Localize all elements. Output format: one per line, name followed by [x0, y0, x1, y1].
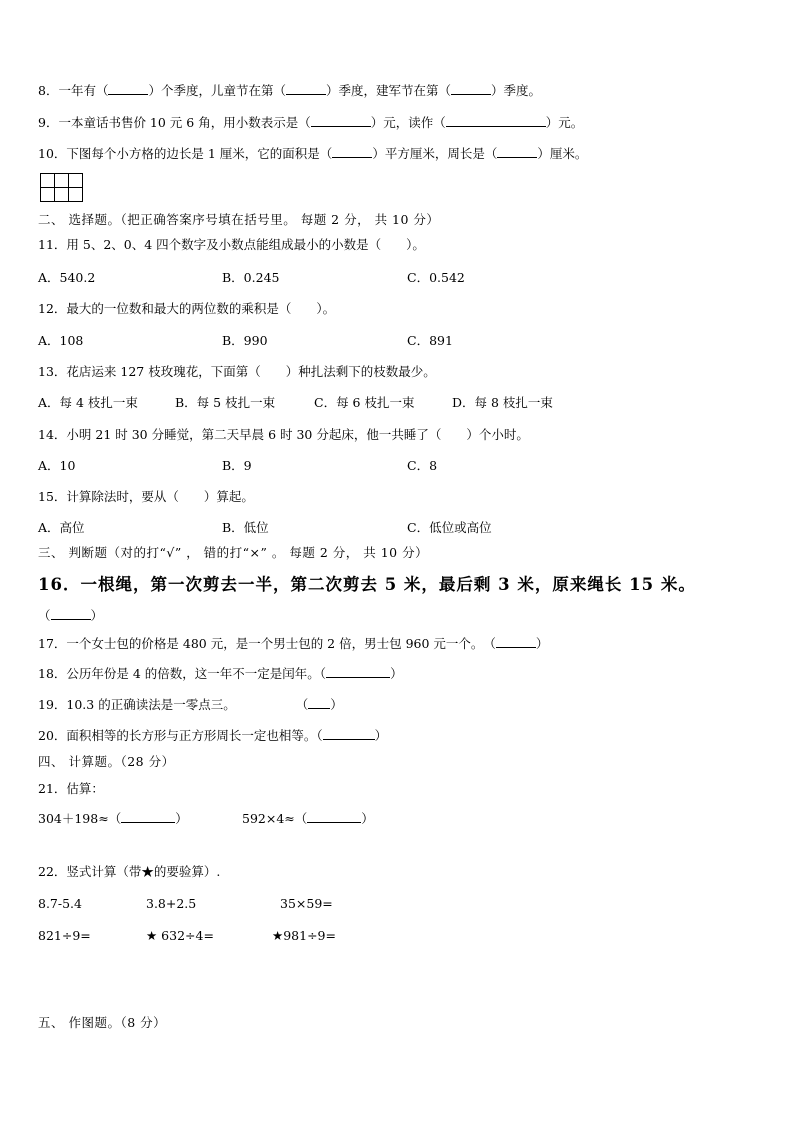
square-grid-figure [40, 173, 84, 203]
question-13: 13．花店运来 127 枝玫瑰花，下面第（ ）种扎法剩下的枝数最少。 [38, 364, 436, 379]
option-b[interactable]: B．每 5 枝扎一束 [175, 395, 276, 410]
option-b[interactable]: B．0.245 [222, 270, 280, 285]
option-a[interactable]: A．108 [38, 333, 84, 348]
option-c[interactable]: C．低位或高位 [407, 520, 492, 535]
question-9: 9．一本童话书售价 10 元 6 角，用小数表示是（ ）元，读作（ ）元。 [38, 115, 584, 130]
question-14: 14．小明 21 时 30 分睡觉，第二天早晨 6 时 30 分起床，他一共睡了（ ）个小时。 [38, 427, 529, 442]
option-b[interactable]: B．9 [222, 458, 252, 473]
question-22: 22．竖式计算（带★的要验算）. [38, 864, 221, 879]
answer-blank[interactable] [286, 83, 326, 95]
estimate-2: 592×4≈（ ） [242, 811, 374, 826]
section-2-title: 二、 选择题。（把正确答案序号填在括号里。 每题 2 分， 共 10 分） [38, 212, 440, 227]
question-19: 19．10.3 的正确读法是一零点三。 （ ） [38, 697, 343, 712]
answer-blank[interactable] [108, 83, 148, 95]
question-18: 18．公历年份是 4 的倍数，这一年不一定是闰年。（ ） [38, 666, 403, 681]
answer-blank[interactable] [326, 666, 390, 678]
section-5-title: 五、 作图题。（8 分） [38, 1015, 167, 1030]
calc-item: 8.7-5.4 [38, 896, 82, 911]
calc-item: ★981÷9= [272, 928, 336, 943]
question-21: 21．估算： [38, 781, 104, 796]
question-8: 8．一年有（ ）个季度，儿童节在第（ ）季度，建军节在第（ ）季度。 [38, 83, 541, 98]
option-a[interactable]: A．10 [38, 458, 76, 473]
answer-blank[interactable] [121, 811, 175, 823]
section-4-title: 四、 计算题。（28 分） [38, 754, 175, 769]
answer-blank[interactable] [311, 115, 371, 127]
option-a[interactable]: A．高位 [38, 520, 85, 535]
answer-blank[interactable] [307, 811, 361, 823]
option-c[interactable]: C．891 [407, 333, 453, 348]
question-15: 15．计算除法时，要从（ ）算起。 [38, 489, 254, 504]
question-17: 17．一个女士包的价格是 480 元，是一个男士包的 2 倍，男士包 960 元一个。 （ ） [38, 636, 549, 651]
calc-item: 35×59= [280, 896, 333, 911]
question-10: 10．下图每个小方格的边长是 1 厘米，它的面积是（ ）平方厘米，周长是（ ）厘米。 [38, 146, 588, 161]
estimate-1: 304＋198≈（ ） [38, 811, 188, 826]
answer-blank[interactable] [497, 146, 537, 158]
calc-item: 3.8+2.5 [146, 896, 197, 911]
question-16: 16．一根绳，第一次剪去一半，第二次剪去 5 米，最后剩 3 米，原来绳长 15 米。 [38, 575, 696, 594]
answer-blank[interactable] [323, 728, 375, 740]
question-20: 20．面积相等的长方形与正方形周长一定也相等。（ ） [38, 728, 388, 743]
option-c[interactable]: C．0.542 [407, 270, 465, 285]
option-b[interactable]: B．990 [222, 333, 268, 348]
calc-item: ★ 632÷4= [146, 928, 214, 943]
calc-item: 821÷9= [38, 928, 91, 943]
option-b[interactable]: B．低位 [222, 520, 269, 535]
answer-blank[interactable] [451, 83, 491, 95]
answer-blank[interactable] [51, 608, 91, 620]
section-3-title: 三、 判断题（对的打“√” ， 错的打“×” 。 每题 2 分， 共 10 分） [38, 545, 429, 560]
question-16-answer: （ ） [38, 608, 104, 623]
question-12: 12．最大的一位数和最大的两位数的乘积是（ ）。 [38, 301, 336, 316]
answer-blank[interactable] [496, 636, 536, 648]
answer-blank[interactable] [446, 115, 546, 127]
answer-blank[interactable] [308, 697, 330, 709]
option-c[interactable]: C．8 [407, 458, 438, 473]
option-a[interactable]: A．540.2 [38, 270, 96, 285]
option-a[interactable]: A．每 4 枝扎一束 [38, 395, 138, 410]
option-d[interactable]: D．每 8 枝扎一束 [452, 395, 553, 410]
question-11: 11．用 5、2、0、4 四个数字及小数点能组成最小的小数是（ ）。 [38, 237, 425, 252]
option-c[interactable]: C．每 6 枝扎一束 [314, 395, 415, 410]
answer-blank[interactable] [332, 146, 372, 158]
